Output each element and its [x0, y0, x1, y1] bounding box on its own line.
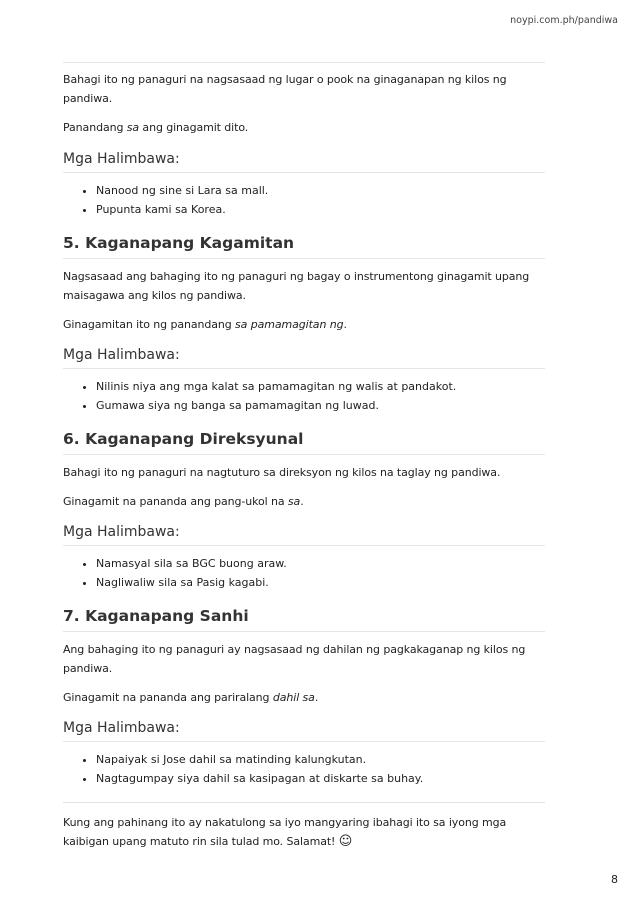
- examples-list: [63, 181, 545, 219]
- section-paragraph: Bahagi ito ng panaguri na nagtuturo sa direksyon ng kilos na taglay ng pandiwa.: [63, 466, 501, 479]
- list-item: • Napaiyak si Jose dahil sa matinding kalungkutan.: [96, 750, 545, 769]
- section-paragraph: Ginagamit na pananda ang pariralang dahil sa.: [63, 691, 319, 704]
- list-item: • Pupunta kami sa Korea.: [96, 200, 545, 219]
- closing-divider: [63, 802, 545, 803]
- marker-term: sa pamamagitan ng: [235, 318, 344, 331]
- marker-term: sa: [287, 495, 301, 508]
- examples-heading: Mga Halimbawa:: [63, 719, 545, 742]
- list-item: • Nagliwaliw sila sa Pasig kagabi.: [96, 573, 545, 592]
- marker-term: sa: [126, 121, 140, 134]
- list-item: • Namasyal sila sa BGC buong araw.: [96, 554, 545, 573]
- top-divider: [63, 62, 545, 63]
- list-item: • Nanood ng sine si Lara sa mall.: [96, 181, 545, 200]
- smiley-icon: ☺: [338, 834, 353, 849]
- page-number: 8: [611, 873, 618, 886]
- section-heading-direksyunal: 6. Kaganapang Direksyunal: [63, 429, 545, 455]
- list-item: • Gumawa siya ng banga sa pamamagitan ng luwad.: [96, 396, 545, 415]
- list-item: • Nagtagumpay siya dahil sa kasipagan at diskarte sa buhay.: [96, 769, 545, 788]
- section-heading-sanhi: 7. Kaganapang Sanhi: [63, 606, 545, 632]
- intro-paragraph-1: Bahagi ito ng panaguri na nagsasaad ng lugar o pook na ginaganapan ng kilos ng pandiwa.: [63, 73, 507, 105]
- intro-paragraph-2: Panandang sa ang ginagamit dito.: [63, 121, 249, 134]
- section-paragraph: Nagsasaad ang bahaging ito ng panaguri ng bagay o instrumentong ginagamit upang maisagawa ang kilos ng pandiwa.: [63, 270, 530, 302]
- marker-term: dahil sa: [272, 691, 315, 704]
- section-paragraph: Ginagamit na pananda ang pang-ukol na sa.: [63, 495, 304, 508]
- examples-list: [63, 554, 545, 592]
- examples-heading: Mga Halimbawa:: [63, 523, 545, 546]
- section-paragraph: Ginagamitan ito ng panandang sa pamamagitan ng.: [63, 318, 347, 331]
- section-heading-kagamitan: 5. Kaganapang Kagamitan: [63, 233, 545, 259]
- examples-heading: Mga Halimbawa:: [63, 346, 545, 369]
- closing-paragraph: Kung ang pahinang ito ay nakatulong sa iyo mangyaring ibahagi ito sa iyong mga kaibigan upang matuto rin sila tulad mo. Salamat! ☺: [63, 816, 507, 849]
- examples-list: [63, 377, 545, 415]
- list-item: • Nilinis niya ang mga kalat sa pamamagitan ng walis at pandakot.: [96, 377, 545, 396]
- examples-heading: Mga Halimbawa:: [63, 150, 545, 173]
- header-url: noypi.com.ph/pandiwa: [510, 15, 618, 26]
- section-paragraph: Ang bahaging ito ng panaguri ay nagsasaad ng dahilan ng pagkakaganap ng kilos ng pandiwa.: [63, 643, 526, 675]
- examples-list: [63, 750, 545, 788]
- page-content: [63, 70, 545, 861]
